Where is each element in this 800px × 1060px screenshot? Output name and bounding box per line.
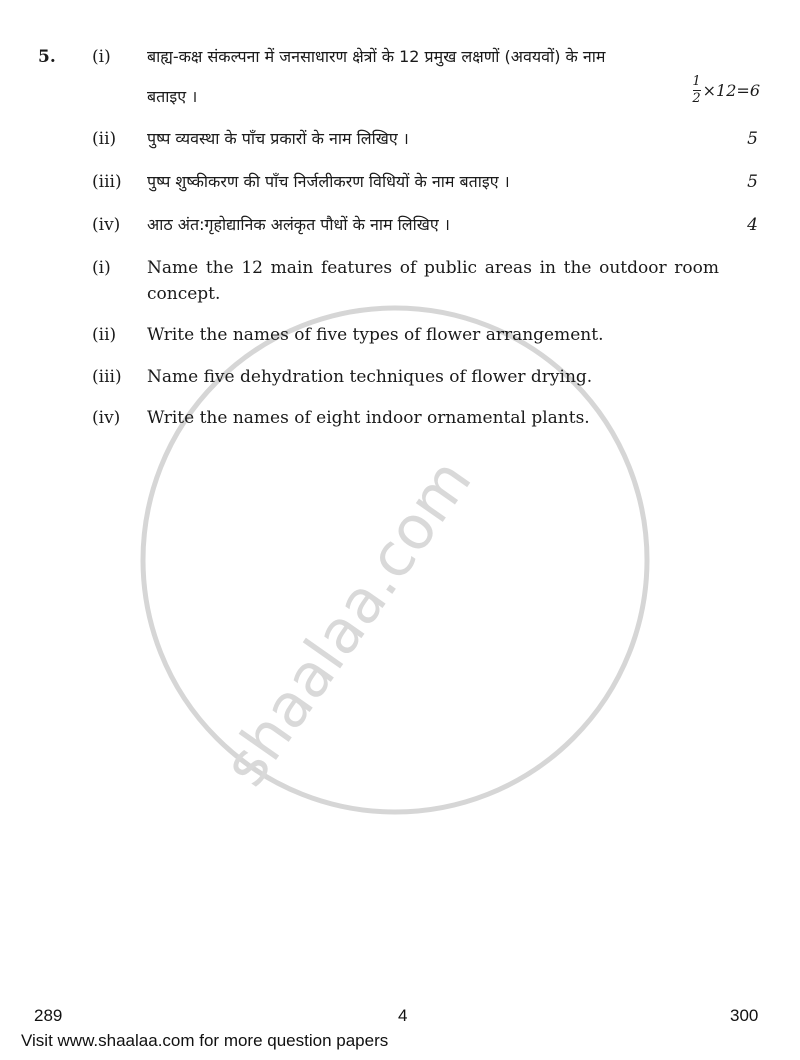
hindi-line: बाह्य-कक्ष संकल्पना में जनसाधारण क्षेत्रों के 12 प्रमुख लक्षणों (अवयवों) के नाम bbox=[147, 47, 606, 66]
hindi-part-text: पुष्प व्यवस्था के पाँच प्रकारों के नाम लिखिए । bbox=[147, 129, 409, 148]
footer-promo-link[interactable]: Visit www.shaalaa.com for more question papers bbox=[21, 1031, 389, 1050]
english-part-text: Write the names of eight indoor ornamental plants. bbox=[147, 408, 590, 428]
hindi-line: बताइए । bbox=[147, 87, 198, 106]
marks: 4 bbox=[747, 215, 758, 235]
footer-code-right: 300 bbox=[730, 1006, 759, 1025]
english-part-label: (i) bbox=[92, 258, 111, 278]
marks: 5 bbox=[747, 172, 758, 192]
footer-code-left: 289 bbox=[34, 1006, 63, 1025]
marks-value: ×12=6 bbox=[702, 81, 760, 100]
hindi-part-label: (iv) bbox=[92, 215, 121, 235]
watermark-logo-text: shaalaa.com bbox=[209, 446, 486, 799]
fraction-denominator: 2 bbox=[692, 91, 701, 106]
english-part-label: (iii) bbox=[92, 367, 122, 387]
hindi-part-text bbox=[147, 44, 719, 110]
question-number: 5. bbox=[38, 47, 56, 67]
marks bbox=[692, 75, 760, 106]
hindi-part-text: आठ अंत:गृहोद्यानिक अलंकृत पौधों के नाम लिखिए । bbox=[147, 215, 450, 234]
english-part-label: (iv) bbox=[92, 408, 121, 428]
english-part-text: Name the 12 main features of public areas in the outdoor room concept. bbox=[147, 258, 719, 304]
hindi-part-label: (i) bbox=[92, 47, 111, 67]
hindi-part-label: (ii) bbox=[92, 129, 117, 149]
english-part-text: Name five dehydration techniques of flower drying. bbox=[147, 367, 593, 387]
marks: 5 bbox=[747, 129, 758, 149]
footer-page-number: 4 bbox=[398, 1006, 408, 1025]
english-part-text: Write the names of five types of flower arrangement. bbox=[147, 325, 604, 345]
english-part-label: (ii) bbox=[92, 325, 117, 345]
hindi-part-text: पुष्प शुष्कीकरण की पाँच निर्जलीकरण विधियों के नाम बताइए । bbox=[147, 172, 510, 191]
hindi-part-label: (iii) bbox=[92, 172, 122, 192]
fraction-numerator: 1 bbox=[692, 74, 701, 89]
